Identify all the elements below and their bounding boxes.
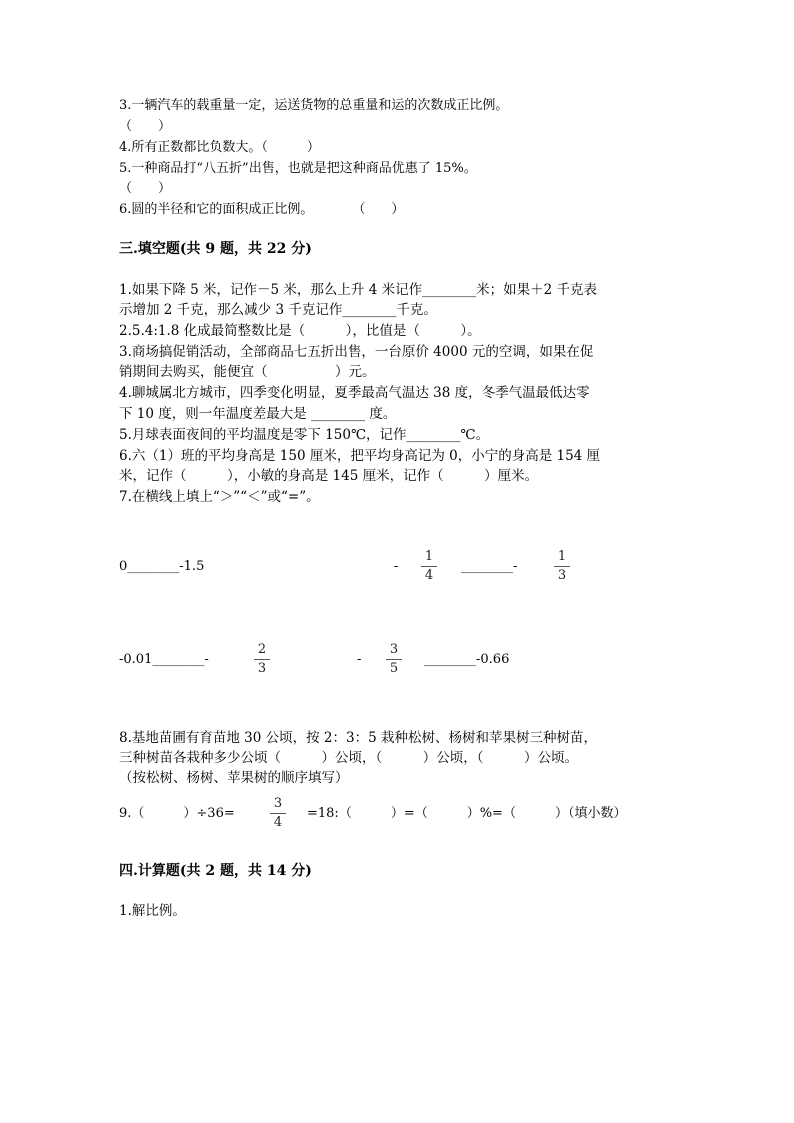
fill-q9-fraction xyxy=(270,796,286,831)
fill-q3-line2: 销期间去购买，能便宜（ ）元。 xyxy=(119,364,376,380)
fraction-numerator: 2 xyxy=(257,642,267,657)
compare-b-minus: - xyxy=(394,559,399,574)
fraction-numerator: 1 xyxy=(557,549,567,564)
fraction-denominator: 3 xyxy=(257,661,267,676)
fill-q6-line2: 米，记作（ ），小敏的身高是 145 厘米，记作（ ）厘米。 xyxy=(119,468,539,484)
compare-d-minus: - xyxy=(357,652,362,667)
compare-b-fraction2 xyxy=(554,549,570,584)
compare-a: 0________-1.5 xyxy=(119,559,205,574)
fill-q8-line2: 三种树苗各栽种多少公顷（ ）公顷，（ ）公顷，（ ）公顷。 xyxy=(119,750,578,766)
fill-q8-line3: （按松树、杨树、苹果树的顺序填写） xyxy=(119,770,349,786)
fraction-bar xyxy=(421,566,437,567)
fill-q1-line1: 1.如果下降 5 米，记作－5 米，那么上升 4 米记作________米；如果＋2 千克表 xyxy=(119,282,597,298)
fill-q3-line1: 3.商场搞促销活动，全部商品七五折出售，一台原价 4000 元的空调，如果在促 xyxy=(119,344,594,360)
fill-q9-left: 9.（ ）÷36= xyxy=(119,806,235,821)
fraction-numerator: 3 xyxy=(389,642,399,657)
fraction-bar xyxy=(554,566,570,567)
judge-q4: 4.所有正数都比负数大。（ ） xyxy=(119,140,320,155)
fill-q8-line1: 8.基地苗圃有育苗地 30 公顷，按 2：3：5 栽种松树、杨树和苹果树三种树苗， xyxy=(119,730,597,746)
judge-q3: 3.一辆汽车的载重量一定，运送货物的总重量和运的次数成正比例。 xyxy=(119,98,509,113)
fill-q5: 5.月球表面夜间的平均温度是零下 150℃，记作________℃。 xyxy=(119,427,490,443)
compare-d-fraction xyxy=(386,642,402,677)
judge-q5: 5.一种商品打“八五折”出售，也就是把这种商品优惠了 15%。 xyxy=(119,161,477,176)
fill-q7: 7.在横线上填上“＞”“＜”或“=”。 xyxy=(119,489,320,505)
compare-d-right: ________-0.66 xyxy=(424,652,510,667)
fraction-bar xyxy=(270,813,286,814)
fraction-denominator: 5 xyxy=(389,661,399,676)
fill-q2: 2.5.4:1.8 化成最简整数比是（ ），比值是（ ）。 xyxy=(119,323,481,339)
fill-q4-line2: 下 10 度，则一年温度差最大是 ________ 度。 xyxy=(119,406,397,422)
judge-q3-answer-paren: （ ） xyxy=(119,119,172,134)
fill-q4-line1: 4.聊城属北方城市，四季变化明显，夏季最高气温达 38 度，冬季气温最低达零 xyxy=(119,385,590,401)
compare-b-fraction1 xyxy=(421,549,437,584)
fraction-denominator: 3 xyxy=(557,568,567,583)
fraction-numerator: 1 xyxy=(424,549,434,564)
fraction-bar xyxy=(386,659,402,660)
fraction-numerator: 3 xyxy=(273,796,283,811)
fraction-bar xyxy=(254,659,270,660)
fill-q9-right: =18:（ ）=（ ）%=（ ）（填小数） xyxy=(307,806,627,821)
compare-c: -0.01________- xyxy=(119,652,209,667)
fill-q6-line1: 6.六（1）班的平均身高是 150 厘米，把平均身高记为 0，小宁的身高是 154 厘 xyxy=(119,448,601,464)
fraction-denominator: 4 xyxy=(424,568,434,583)
compare-b-blank: ________- xyxy=(461,559,518,574)
fill-q1-line2: 示增加 2 千克，那么减少 3 千克记作________千克。 xyxy=(119,302,437,318)
section3-heading: 三.填空题(共 9 题，共 22 分) xyxy=(119,241,312,257)
calc-q1: 1.解比例。 xyxy=(119,903,186,919)
compare-c-fraction xyxy=(254,642,270,677)
judge-q6: 6.圆的半径和它的面积成正比例。 （ ） xyxy=(119,202,405,217)
judge-q5-answer-paren: （ ） xyxy=(119,181,172,196)
section4-heading: 四.计算题(共 2 题，共 14 分) xyxy=(119,863,312,879)
fraction-denominator: 4 xyxy=(273,815,283,830)
